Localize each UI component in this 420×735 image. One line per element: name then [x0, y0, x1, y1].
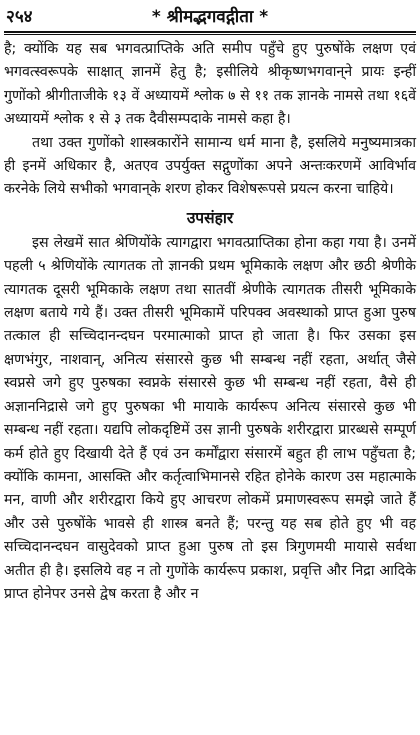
header-rule	[4, 31, 416, 33]
running-title: * श्रीमद्भगवद्गीता *	[151, 6, 269, 27]
page-number: २५४	[6, 6, 33, 27]
header-rule-thin	[4, 34, 416, 35]
section-heading: उपसंहार	[186, 208, 234, 227]
paragraph: है; क्योंकि यह सब भगवत्प्राप्तिके अति समीप पहुँचे हुए पुरुषोंके लक्षण एवं भगवत्स्वरूपके साक्षात् ज्ञानमें हेतु है; इसीलिये श्रीकृष्णभगवान्‌ने प्रायः इन्हीं गुणोंको श्रीगीताजीके १३ वें अध्यायमें श्लोक ७ से ११ तक ज्ञानके नामसे तथा १६वें अध्यायमें श्लोक १ से ३ तक दैवीसम्पदाके नामसे कहा है।	[4, 41, 416, 128]
paragraph: तथा उक्त गुणोंको शास्त्रकारोंने सामान्य धर्म माना है, इसलिये मनुष्यमात्रका ही इनमें अधिकार है, अतएव उपर्युक्त सद्गुणोंका अपने अन्तःकरणमें आविर्भाव करनेके लिये सभीको भगवान्‌के शरण होकर विशेषरूपसे प्रयत्न करना चाहिये।	[4, 134, 416, 198]
page-body	[4, 38, 416, 606]
page-header	[6, 2, 414, 28]
paragraph: इस लेखमें सात श्रेणियोंके त्यागद्वारा भगवत्प्राप्तिका होना कहा गया है। उनमें पहली ५ श्रेणियोंके त्यागतक तो ज्ञानकी प्रथम भूमिकाके लक्षण और छठी श्रेणीके त्यागतक दूसरी भूमिकाके लक्षण तथा सातवीं श्रेणीके त्यागतक तीसरी भूमिकाके लक्षण बताये गये हैं। उक्त तीसरी भूमिकामें परिपक्व अवस्थाको प्राप्त हुआ पुरुष तत्काल ही सच्चिदानन्दघन परमात्माको प्राप्त हो जाता है। फिर उसका इस क्षणभंगुर, नाशवान्, अनित्य संसारसे कुछ भी सम्बन्ध नहीं रहता, अर्थात् जैसे स्वप्नसे जगे हुए पुरुषका स्वप्नके संसारसे कुछ भी सम्बन्ध नहीं रहता, वैसे ही अज्ञाननिद्रासे जगे हुए पुरुषका भी मायाके कार्यरूप अनित्य संसारसे कुछ भी सम्बन्ध नहीं रहता। यद्यपि लोकदृष्टिमें उस ज्ञानी पुरुषके शरीरद्वारा प्रारब्धसे सम्पूर्ण कर्म होते हुए दिखायी देते हैं एवं उन कर्मोंद्वारा संसारमें बहुत ही लाभ पहुँचता है; क्योंकि कामना, आसक्ति और कर्तृत्वाभिमानसे रहित होनेके कारण उस महात्माके मन, वाणी और शरीरद्वारा किये हुए आचरण लोकमें प्रमाणस्वरूप समझे जाते हैं और उसे पुरुषोंके भावसे ही शास्त्र बनते हैं; परन्तु यह सब होते हुए भी वह सच्चिदानन्दघन वासुदेवको प्राप्त हुआ पुरुष तो इस त्रिगुणमयी मायासे सर्वथा अतीत ही है। इसलिये वह न तो गुणोंके कार्यरूप प्रकाश, प्रवृत्ति और निद्रा आदिके प्राप्त होनेपर उनसे द्वेष करता है और न	[4, 234, 416, 602]
